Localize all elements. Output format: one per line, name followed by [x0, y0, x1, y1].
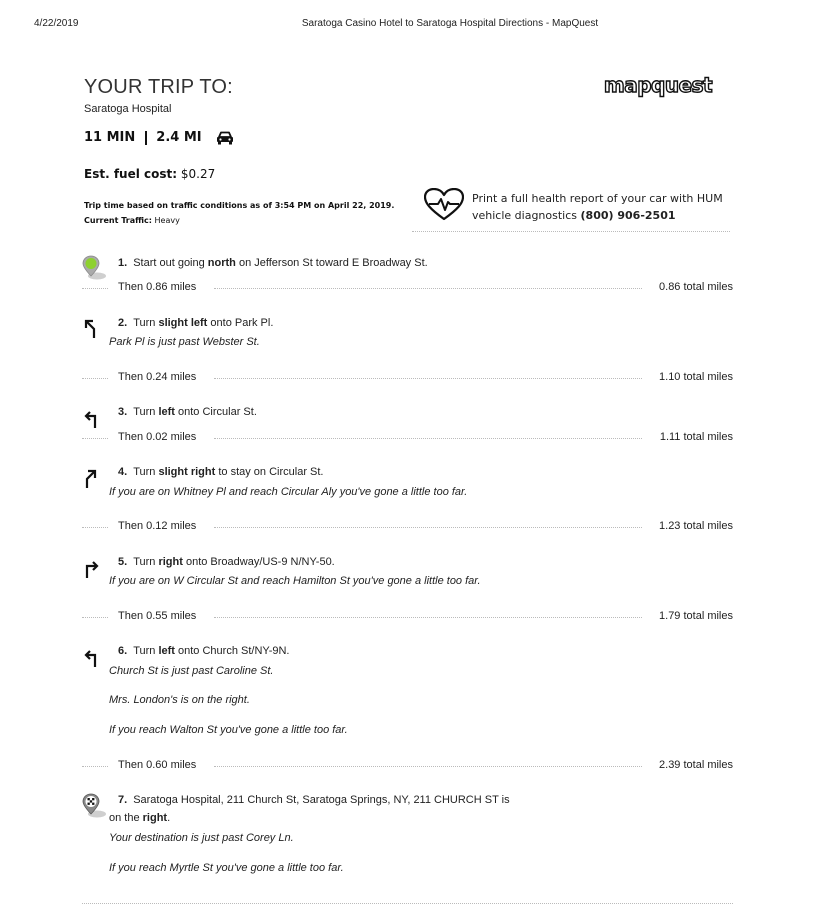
step-text-part: onto Broadway/US-9 N/NY-50. — [182, 556, 335, 568]
step-note: If you reach Myrtle St you've gone a little too far. — [109, 862, 344, 874]
step-text-part: . — [167, 812, 171, 824]
leader-rule — [214, 527, 642, 528]
step-text-part: Turn — [133, 645, 159, 657]
step-direction: right — [142, 812, 168, 824]
slight-right-arrow-icon — [82, 468, 102, 490]
leader-rule — [214, 617, 642, 618]
step-1-text — [118, 257, 428, 269]
step-number: 6. — [118, 645, 128, 657]
step-text-part: Start out going — [133, 257, 208, 269]
step-direction: left — [158, 406, 175, 418]
mapquest-logo-text: mapquest — [603, 76, 713, 97]
step-3-text — [118, 406, 257, 418]
left-arrow-icon — [82, 408, 102, 430]
leg-3-distance — [0, 431, 815, 445]
car-icon — [216, 131, 234, 145]
step-text-part: on Jefferson St toward E Broadway St. — [235, 257, 428, 269]
step-text-part: onto Church St/NY-9N. — [174, 645, 290, 657]
trip-distance: 2.4 MI — [156, 130, 202, 145]
step-direction: slight right — [158, 466, 216, 478]
step-direction: slight left — [158, 317, 208, 329]
traffic-level: Heavy — [154, 216, 180, 225]
fuel-cost-value: $0.27 — [180, 167, 216, 181]
leg-total: 1.10 total miles — [659, 371, 733, 383]
leg-4-distance — [0, 520, 815, 534]
leader-rule — [214, 288, 642, 289]
leader-rule — [214, 438, 642, 439]
leg-then: Then 0.02 miles — [118, 431, 197, 443]
start-pin-icon — [82, 254, 108, 282]
step-number: 3. — [118, 406, 128, 418]
step-4-text — [118, 466, 324, 478]
step-number: 2. — [118, 317, 128, 329]
destination-name: Saratoga Hospital — [84, 103, 172, 115]
step-text-part: onto Park Pl. — [207, 317, 274, 329]
leg-total: 2.39 total miles — [659, 759, 733, 771]
step-7-text-line2 — [109, 812, 170, 824]
step-number: 5. — [118, 556, 128, 568]
leg-6-distance — [0, 759, 815, 773]
trip-time: 11 MIN — [84, 130, 136, 145]
step-text-part: Turn — [133, 466, 159, 478]
leader-rule — [214, 378, 642, 379]
step-text-part: Turn — [133, 406, 159, 418]
step-text-part: Turn — [133, 556, 159, 568]
step-direction: north — [207, 257, 236, 269]
leg-then: Then 0.86 miles — [118, 281, 197, 293]
step-note: Church St is just past Caroline St. — [109, 665, 274, 677]
step-text-part: Saratoga Hospital, 211 Church St, Saratoga Springs, NY, 211 CHURCH ST is — [133, 794, 510, 806]
print-date: 4/22/2019 — [34, 18, 79, 29]
step-note: If you are on W Circular St and reach Hamilton St you've gone a little too far. — [109, 575, 481, 587]
leg-then: Then 0.60 miles — [118, 759, 197, 771]
leader-rule — [82, 766, 108, 767]
step-direction: right — [158, 556, 183, 568]
right-arrow-icon — [82, 558, 102, 580]
checkered-flag-pin-icon — [82, 792, 108, 820]
step-text-part: onto Circular St. — [174, 406, 257, 418]
step-5-text — [118, 556, 335, 568]
step-note: If you reach Walton St you've gone a little too far. — [109, 724, 348, 736]
leg-then: Then 0.24 miles — [118, 371, 197, 383]
left-arrow-icon — [82, 647, 102, 669]
leg-total: 1.11 total miles — [659, 431, 733, 443]
leg-total: 1.79 total miles — [659, 610, 733, 622]
hum-promo — [472, 190, 742, 224]
step-direction: left — [158, 645, 175, 657]
step-text-part: on the — [109, 812, 143, 824]
hum-promo-text: Print a full health report of your car with HUM vehicle diagnostics — [472, 192, 723, 222]
step-number: 4. — [118, 466, 128, 478]
trip-summary — [84, 130, 234, 145]
step-note: Mrs. London's is on the right. — [109, 694, 250, 706]
leg-total: 1.23 total miles — [659, 520, 733, 532]
print-title: Saratoga Casino Hotel to Saratoga Hospital Directions - MapQuest — [301, 18, 599, 29]
slight-left-arrow-icon — [82, 318, 102, 340]
leg-total: 0.86 total miles — [659, 281, 733, 293]
step-note: Your destination is just past Corey Ln. — [109, 832, 294, 844]
step-2-text — [118, 317, 273, 329]
fuel-cost-label: Est. fuel cost: — [84, 167, 178, 181]
leader-rule — [82, 527, 108, 528]
step-number: 7. — [118, 794, 128, 806]
leg-2-distance — [0, 371, 815, 385]
trip-heading: YOUR TRIP TO: — [84, 76, 233, 98]
step-note: Park Pl is just past Webster St. — [109, 336, 260, 348]
footer-divider — [82, 903, 733, 904]
leg-5-distance — [0, 610, 815, 624]
step-text-part: Turn — [133, 317, 159, 329]
step-6-text — [118, 645, 290, 657]
fuel-cost — [84, 167, 215, 181]
mapquest-logo — [596, 76, 720, 98]
leg-then: Then 0.55 miles — [118, 610, 197, 622]
step-7-text — [118, 794, 510, 806]
header-divider — [412, 231, 730, 232]
leg-1-distance — [0, 281, 815, 295]
traffic-conditions: Trip time based on traffic conditions as of 3:54 PM on April 22, 2019. Current Traffic: — [84, 201, 395, 225]
summary-divider — [145, 131, 147, 145]
leader-rule — [214, 766, 642, 767]
leader-rule — [82, 288, 108, 289]
leader-rule — [82, 617, 108, 618]
traffic-info — [84, 198, 404, 228]
step-number: 1. — [118, 257, 128, 269]
step-text-part: to stay on Circular St. — [215, 466, 324, 478]
leg-then: Then 0.12 miles — [118, 520, 197, 532]
hum-phone[interactable]: (800) 906-2501 — [580, 209, 676, 222]
step-note: If you are on Whitney Pl and reach Circular Aly you've gone a little too far. — [109, 486, 468, 498]
leader-rule — [82, 378, 108, 379]
heartbeat-icon — [424, 188, 464, 222]
leader-rule — [82, 438, 108, 439]
